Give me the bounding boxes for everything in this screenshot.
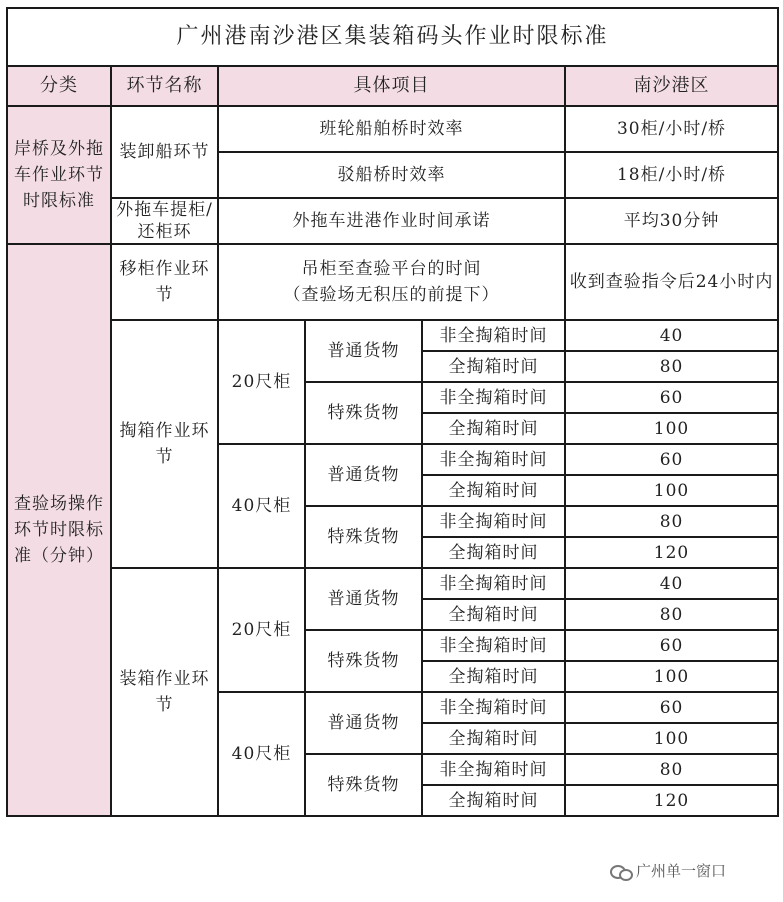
liner-item: 班轮船舶桥时效率 [218,106,565,152]
standards-table [6,7,779,817]
move-value: 收到查验指令后24小时内 [565,244,778,320]
pack-20-normal-partial: 非全掏箱时间 [422,568,565,599]
unpack-40-normal-full: 全掏箱时间 [422,475,565,506]
pack-40-size: 40尺柜 [218,692,305,816]
unpack-20-size: 20尺柜 [218,320,305,444]
pack-20-special-partial: 非全掏箱时间 [422,630,565,661]
standards-table-container [6,7,777,817]
pack-value: 80 [565,754,778,785]
pack-20-special: 特殊货物 [305,630,422,692]
pack-value: 60 [565,692,778,723]
header-port: 南沙港区 [565,66,778,106]
pack-20-special-full: 全掏箱时间 [422,661,565,692]
barge-value: 18柜/小时/桥 [565,152,778,198]
unpack-40-size: 40尺柜 [218,444,305,568]
pack-value: 60 [565,630,778,661]
watermark [608,860,728,881]
unpack-value: 120 [565,537,778,568]
pack-value: 80 [565,599,778,630]
move-item-line2: （查验场无积压的前提下） [283,285,500,305]
unpack-value: 60 [565,382,778,413]
header-item: 具体项目 [218,66,565,106]
unpack-value: 80 [565,351,778,382]
table-row [7,244,778,320]
table-row [7,106,778,152]
table-row [7,568,778,599]
unpack-value: 40 [565,320,778,351]
wechat-icon [610,863,632,879]
unpack-40-special-partial: 非全掏箱时间 [422,506,565,537]
unpack-40-special: 特殊货物 [305,506,422,568]
watermark-text: 广州单一窗口 [636,862,727,880]
move-item [218,244,565,320]
unpack-value: 100 [565,475,778,506]
barge-item: 驳船桥时效率 [218,152,565,198]
title-row [7,8,778,66]
liner-value: 30柜/小时/桥 [565,106,778,152]
pack-40-special-partial: 非全掏箱时间 [422,754,565,785]
pack-value: 100 [565,661,778,692]
pack-20-size: 20尺柜 [218,568,305,692]
unpack-20-special-partial: 非全掏箱时间 [422,382,565,413]
unpack-40-normal-partial: 非全掏箱时间 [422,444,565,475]
pack-value: 40 [565,568,778,599]
unpack-20-normal-full: 全掏箱时间 [422,351,565,382]
unpack-value: 80 [565,506,778,537]
unpack-20-special: 特殊货物 [305,382,422,444]
move-stage: 移柜作业环节 [111,244,218,320]
header-stage: 环节名称 [111,66,218,106]
unpack-20-special-full: 全掏箱时间 [422,413,565,444]
pack-20-normal-full: 全掏箱时间 [422,599,565,630]
unpack-stage: 掏箱作业环节 [111,320,218,568]
pack-value: 100 [565,723,778,754]
pack-40-normal-full: 全掏箱时间 [422,723,565,754]
unpack-40-normal: 普通货物 [305,444,422,506]
section1-category: 岸桥及外拖车作业环节时限标准 [7,106,111,244]
unpack-40-special-full: 全掏箱时间 [422,537,565,568]
table-row [7,198,778,244]
pack-40-special: 特殊货物 [305,754,422,816]
pack-20-normal: 普通货物 [305,568,422,630]
truck-stage: 外拖车提柜/还柜环 [111,198,218,244]
section2-category: 查验场操作环节时限标准（分钟） [7,244,111,816]
pack-value: 120 [565,785,778,816]
move-item-line1: 吊柜至查验平台的时间 [301,259,482,279]
truck-item: 外拖车进港作业时间承诺 [218,198,565,244]
header-row [7,66,778,106]
table-row [7,320,778,351]
unpack-value: 60 [565,444,778,475]
unpack-20-normal: 普通货物 [305,320,422,382]
unpack-value: 100 [565,413,778,444]
pack-40-normal: 普通货物 [305,692,422,754]
table-title: 广州港南沙港区集装箱码头作业时限标准 [7,8,778,66]
pack-stage: 装箱作业环节 [111,568,218,816]
header-category: 分类 [7,66,111,106]
pack-40-normal-partial: 非全掏箱时间 [422,692,565,723]
pack-40-special-full: 全掏箱时间 [422,785,565,816]
loading-stage: 装卸船环节 [111,106,218,198]
unpack-20-normal-partial: 非全掏箱时间 [422,320,565,351]
truck-value: 平均30分钟 [565,198,778,244]
